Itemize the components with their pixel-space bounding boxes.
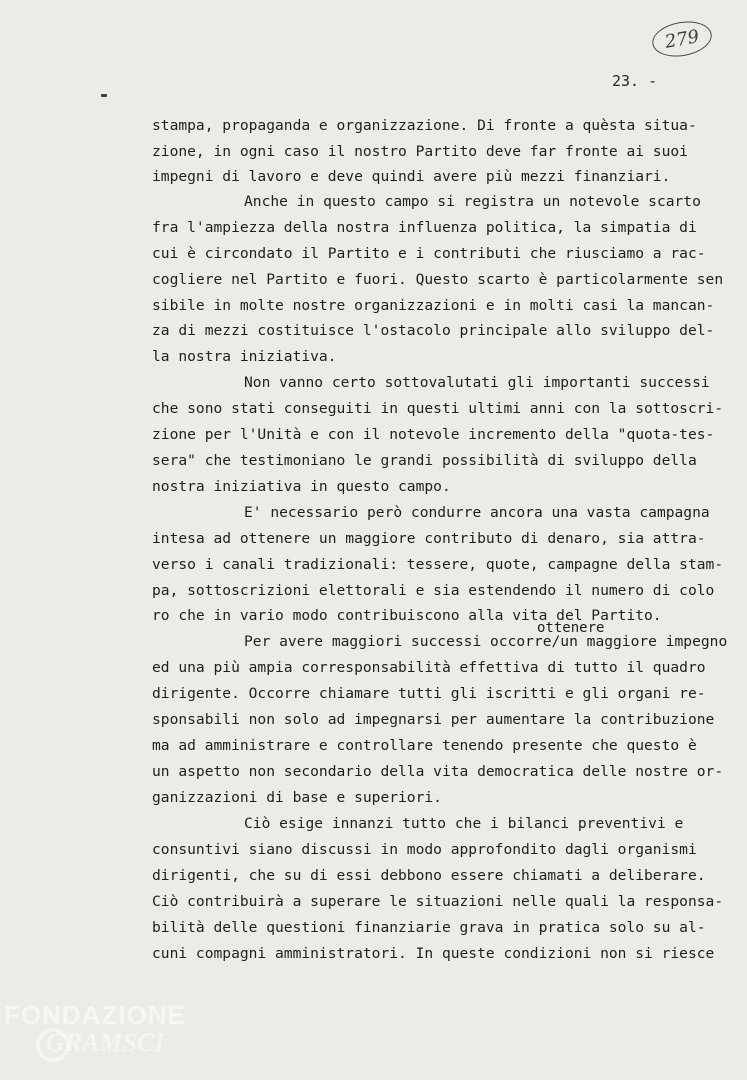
text-line: verso i canali tradizionali: tessere, quote, campagne della stam-	[152, 556, 724, 573]
text-line: intesa ad ottenere un maggiore contributo di denaro, sia attra-	[152, 530, 706, 547]
text-line: cui è circondato il Partito e i contributi che riusciamo a rac-	[152, 245, 706, 262]
text-line: sera" che testimoniano le grandi possibilità di sviluppo della	[152, 452, 697, 469]
text-line: Per avere maggiori successi occorre/un maggiore impegno	[244, 633, 728, 650]
text-line: ro che in vario modo contribuiscono alla vita del Partito.	[152, 607, 662, 624]
margin-mark	[101, 94, 107, 97]
text-line: bilità delle questioni finanziarie grava in pratica solo su al-	[152, 919, 706, 936]
page-number: 23. -	[612, 72, 658, 90]
fondazione-gramsci-watermark	[4, 1000, 194, 1070]
archive-stamp	[650, 17, 715, 61]
text-line: fra l'ampiezza della nostra influenza politica, la simpatia di	[152, 219, 697, 236]
text-line: Ciò contribuirà a superare le situazioni nelle quali la responsa-	[152, 893, 724, 910]
text-line: stampa, propaganda e organizzazione. Di fronte a quèsta situa-	[152, 117, 697, 134]
watermark-line-2: GRAMSCI	[46, 1028, 165, 1057]
interlinear-insert: ottenere	[537, 620, 605, 636]
text-line: Ciò esige innanzi tutto che i bilanci preventivi e	[244, 815, 684, 832]
text-line: dirigenti, che su di essi debbono essere chiamati a deliberare.	[152, 867, 706, 884]
text-line: ma ad amministrare e controllare tenendo presente che questo è	[152, 737, 697, 754]
text-line: zione, in ogni caso il nostro Partito deve far fronte ai suoi	[152, 143, 688, 160]
text-line: sibile in molte nostre organizzazioni e in molti casi la mancan-	[152, 297, 715, 314]
text-line: dirigente. Occorre chiamare tutti gli iscritti e gli organi re-	[152, 685, 706, 702]
text-line: la nostra iniziativa.	[152, 348, 337, 365]
archive-stamp-number: 279	[663, 25, 701, 53]
text-line: ganizzazioni di base e superiori.	[152, 789, 442, 806]
text-line: impegni di lavoro e deve quindi avere più mezzi finanziari.	[152, 168, 671, 185]
text-line: cogliere nel Partito e fuori. Questo scarto è particolarmente sen	[152, 271, 724, 288]
text-line: un aspetto non secondario della vita democratica delle nostre or-	[152, 763, 724, 780]
text-line: sponsabili non solo ad impegnarsi per aumentare la contribuzione	[152, 711, 715, 728]
text-line: za di mezzi costituisce l'ostacolo principale allo sviluppo del-	[152, 322, 715, 339]
text-line: Non vanno certo sottovalutati gli importanti successi	[244, 374, 710, 391]
text-line: che sono stati conseguiti in questi ultimi anni con la sottoscri-	[152, 400, 724, 417]
text-line: pa, sottoscrizioni elettorali e sia estendendo il numero di colo	[152, 582, 715, 599]
watermark-line-1: FONDAZIONE	[4, 1000, 186, 1030]
text-line: consuntivi siano discussi in modo approfondito dagli organismi	[152, 841, 697, 858]
text-line: Anche in questo campo si registra un notevole scarto	[244, 193, 701, 210]
text-line: nostra iniziativa in questo campo.	[152, 478, 451, 495]
text-line: zione per l'Unità e con il notevole incremento della "quota-tes-	[152, 426, 715, 443]
text-line: cuni compagni amministratori. In queste condizioni non si riesce	[152, 945, 715, 962]
text-line: E' necessario però condurre ancora una vasta campagna	[244, 504, 710, 521]
text-line: ed una più ampia corresponsabilità effettiva di tutto il quadro	[152, 659, 706, 676]
